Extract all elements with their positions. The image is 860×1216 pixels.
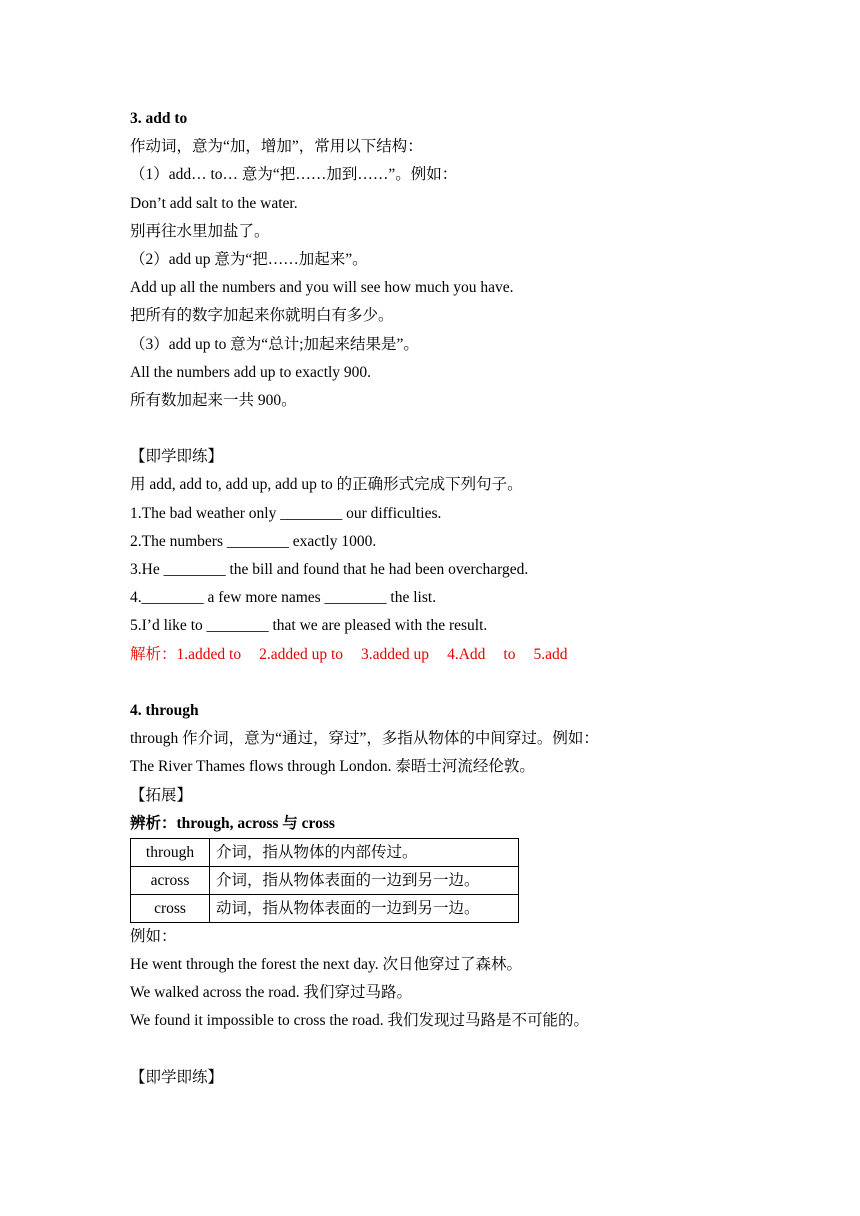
answer-4a: 4.Add xyxy=(447,645,486,663)
example-1-zh: 别再往水里加盐了。 xyxy=(130,222,270,240)
example-2-en: Add up all the numbers and you will see how much you have. xyxy=(130,279,514,297)
table-cell-desc: 介词，指从物体的内部传过。 xyxy=(210,838,519,866)
answer-5: 5.add xyxy=(533,645,568,663)
answer-4b: to xyxy=(503,645,516,663)
eg-sentence-3: We found it impossible to cross the road. 我们发现过马路是不可能的。 xyxy=(130,1012,589,1030)
practice-question-4: 4.________ a few more names ________ the list. xyxy=(130,589,437,607)
practice-question-5: 5.I’d like to ________ that we are pleased with the result. xyxy=(130,617,488,635)
practice-1-heading: 【即学即练】 xyxy=(130,448,224,466)
structure-2: （2）add up 意为“把……加起来”。 xyxy=(130,250,368,268)
section-4-intro: through 作介词，意为“通过，穿过”，多指从物体的中间穿过。例如： xyxy=(130,730,599,748)
practice-question-1: 1.The bad weather only ________ our difficulties. xyxy=(130,504,442,522)
answer-1: 1.added to xyxy=(176,645,242,663)
document-page xyxy=(130,105,730,1092)
table-row xyxy=(131,894,519,922)
table-cell-word: across xyxy=(131,866,210,894)
answer-2: 2.added up to xyxy=(259,645,344,663)
eg-sentence-1: He went through the forest the next day. 次日他穿过了森林。 xyxy=(130,956,523,974)
eg-sentence-2: We walked across the road. 我们穿过马路。 xyxy=(130,984,412,1002)
example-2-zh: 把所有的数字加起来你就明白有多少。 xyxy=(130,307,394,325)
spacer xyxy=(130,669,730,697)
practice-question-2: 2.The numbers ________ exactly 1000. xyxy=(130,532,377,550)
section-3-heading: 3. add to xyxy=(130,110,188,127)
section-4-heading: 4. through xyxy=(130,701,199,719)
answer-key xyxy=(130,641,730,669)
table-cell-desc: 介词，指从物体表面的一边到另一边。 xyxy=(210,866,519,894)
spacer xyxy=(130,415,730,443)
table-cell-word: cross xyxy=(131,894,210,922)
example-3-en: All the numbers add up to exactly 900. xyxy=(130,363,372,381)
structure-3: （3）add up to 意为“总计;加起来结果是”。 xyxy=(130,335,419,353)
table-cell-word: through xyxy=(131,838,210,866)
practice-question-3: 3.He ________ the bill and found that he had been overcharged. xyxy=(130,561,529,578)
section-3-intro: 作动词，意为“加，增加”，常用以下结构： xyxy=(130,138,423,156)
structure-1: （1）add… to… 意为“把……加到……”。例如： xyxy=(130,166,458,184)
eg-label: 例如： xyxy=(130,927,177,945)
example-1-en: Don’t add salt to the water. xyxy=(130,194,298,212)
table-row xyxy=(131,838,519,866)
spacer xyxy=(130,1036,730,1064)
practice-2-heading: 【即学即练】 xyxy=(130,1068,224,1086)
table-cell-desc: 动词，指从物体表面的一边到另一边。 xyxy=(210,894,519,922)
example-3-zh: 所有数加起来一共 900。 xyxy=(130,391,297,409)
comparison-table xyxy=(130,838,519,923)
section-4-example: The River Thames flows through London. 泰晤士河流经伦敦。 xyxy=(130,758,535,776)
practice-1-instruction: 用 add, add to, add up, add up to 的正确形式完成下列句子。 xyxy=(130,476,523,494)
expand-heading: 【拓展】 xyxy=(130,786,193,804)
answer-label: 解析： xyxy=(130,645,177,663)
table-row xyxy=(131,866,519,894)
compare-title: 辨析：through, across 与 cross xyxy=(130,814,335,832)
answer-3: 3.added up xyxy=(361,645,430,663)
